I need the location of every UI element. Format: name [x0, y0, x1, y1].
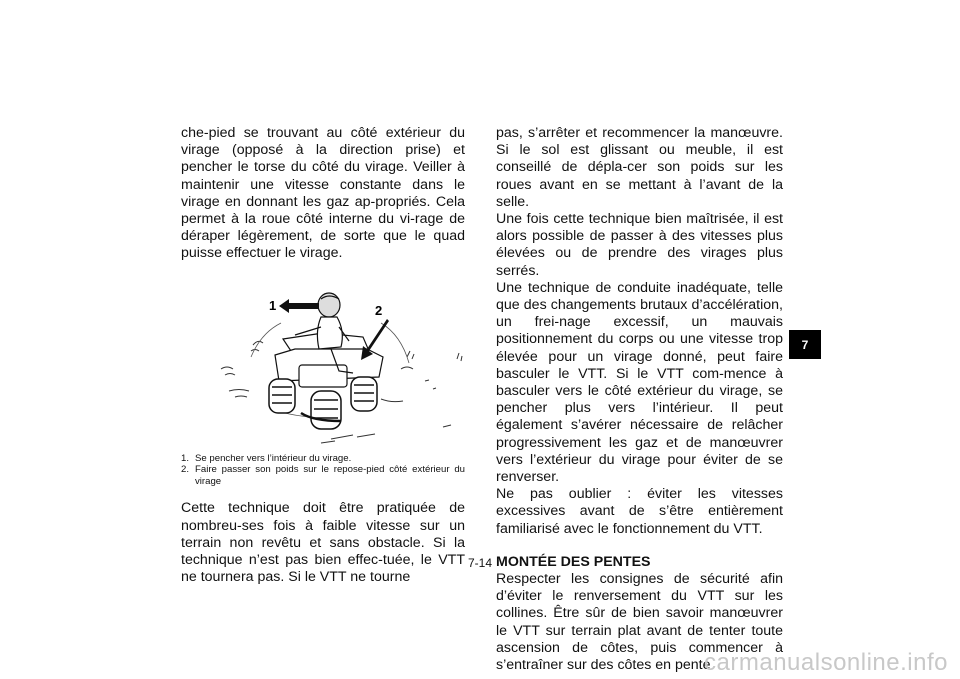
caption-text: Faire passer son poids sur le repose-pied côté extérieur du virage	[195, 464, 465, 487]
right-paragraph-2: Une fois cette technique bien maîtrisée, il est alors possible de passer à des vitesses plus élevées ou de prendre des virages plus serrés.	[496, 211, 783, 279]
figure-captions	[181, 453, 465, 488]
page-number: 7-14	[467, 556, 493, 570]
lean-arrow-1	[269, 298, 319, 313]
left-paragraph-1: che-pied se trouvant au côté extérieur du virage (opposé à la direction prise) et pencher le torse du côté du virage. Veiller à maintenir une vitesse constante dans le virage en donnant les gaz ap-propriés. Cela permet à la roue côté interne du vi-rage de déraper légèrement, de sorte que le quad puisse effectuer le virage.	[181, 125, 465, 262]
caption-2	[181, 464, 465, 487]
callout-2: 2	[375, 302, 383, 318]
chapter-tab: 7	[789, 330, 821, 359]
right-paragraph-1: pas, s’arrêter et recommencer la manœuvre. Si le sol est glissant ou meuble, il est conseillé de dépla-cer son poids sur les roues avant en se mettant à l’avant de la selle.	[496, 125, 783, 210]
callout-1: 1	[269, 297, 277, 313]
atv-turning-illustration	[181, 279, 465, 445]
caption-text: Se pencher vers l’intérieur du virage.	[195, 452, 352, 464]
right-column	[496, 125, 783, 674]
right-paragraph-5: Respecter les consignes de sécurité afin d’éviter le renversement du VTT sur les collines. Être sûr de bien savoir manœuvrer le VTT sur terrain plat avant de tenter toute ascension de côtes, puis commencer à s’entraîner sur des côtes en pente	[496, 571, 783, 674]
right-paragraph-4: Ne pas oublier : éviter les vitesses excessives avant de s’être entièrement familiarisé avec le fonctionnement du VTT.	[496, 486, 783, 537]
right-paragraph-3: Une technique de conduite inadéquate, telle que des changements brutaux d’accélération, un frei-nage excessif, un mauvais positionnement du corps ou une vitesse trop élevée pour un virage donné, peut faire basculer le VTT. Si le VTT com-mence à basculer vers le côté extérieur du virage, se pencher plus vers l’intérieur. Il peut également s’avérer nécessaire de relâcher progressivement les gaz et de manœuvrer vers l’extérieur du virage pour éviter de se renverser.	[496, 279, 783, 486]
caption-number: 2.	[181, 464, 190, 476]
atv-rider-drawing	[181, 279, 465, 445]
watermark: carmanualsonline.info	[704, 649, 948, 676]
left-paragraph-2: Cette technique doit être pratiquée de nombreu-ses fois à faible vitesse sur un terrain non revêtu et sans obstacle. Si la technique n’est pas bien effec-tuée, le VTT ne tournera pas. Si le VTT ne tourne	[181, 500, 465, 586]
left-column	[181, 125, 465, 586]
caption-1	[181, 453, 465, 465]
weight-arrow-2	[361, 303, 389, 360]
caption-number: 1.	[181, 452, 190, 464]
section-heading: MONTÉE DES PENTES	[496, 553, 651, 570]
